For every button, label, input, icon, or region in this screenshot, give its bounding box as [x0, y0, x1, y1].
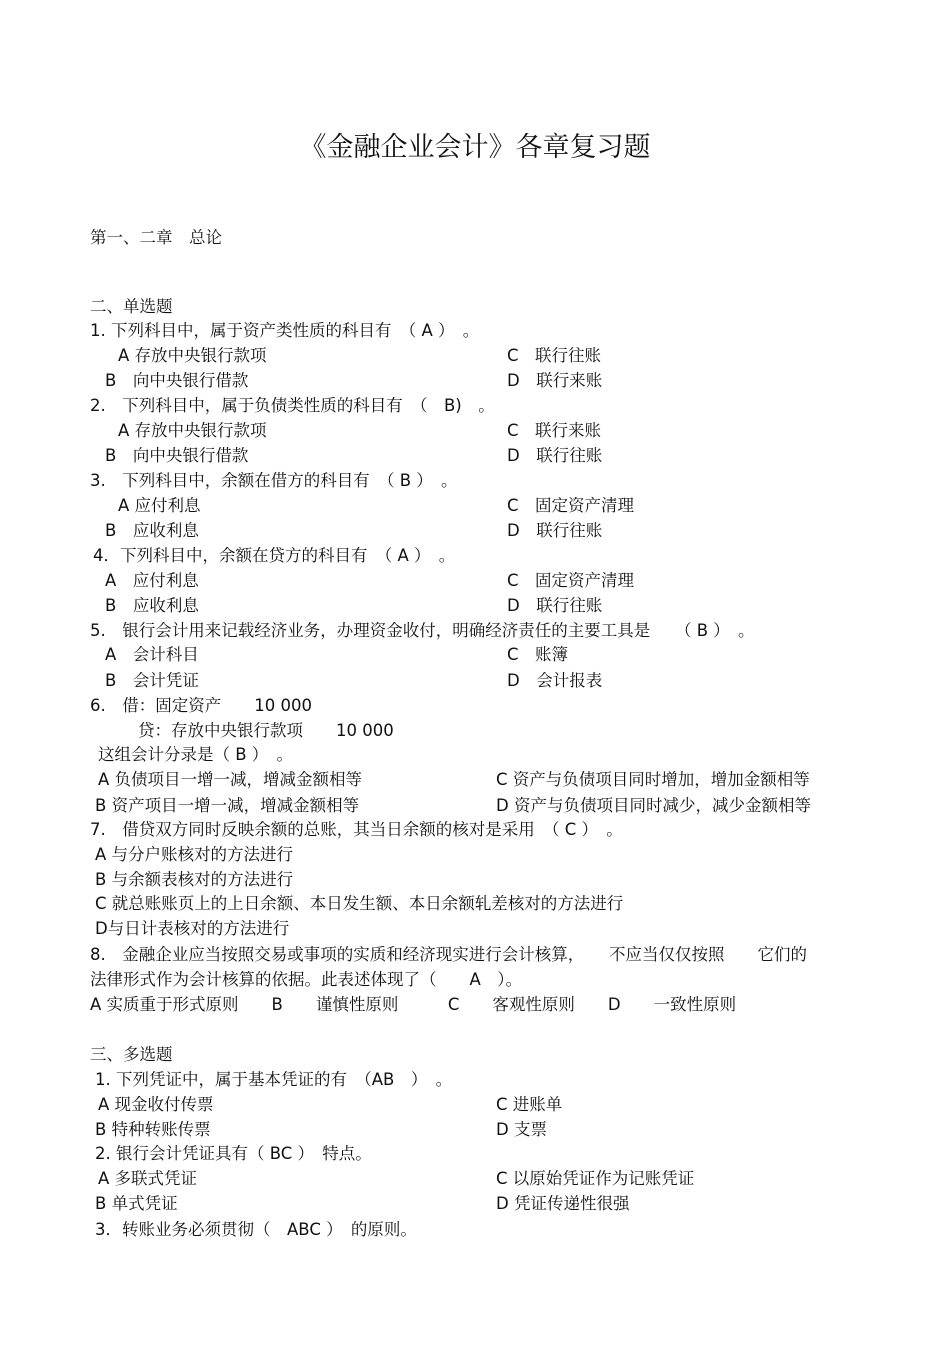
- question-text: 2. 银行会计凭证具有（ BC ） 特点。: [95, 1144, 372, 1163]
- option: C 固定资产清理: [507, 496, 635, 515]
- option: D 联行往账: [507, 446, 603, 465]
- option: A 会计科目: [105, 645, 199, 664]
- option: A 实质重于形式原则 B 谨慎性原则 C 客观性原则 D 一致性原则: [90, 995, 737, 1014]
- option: A 存放中央银行款项: [118, 421, 267, 440]
- question-text: 6. 借：固定资产 10 000: [90, 696, 312, 715]
- section-heading-multiple-choice: 三、多选题: [90, 1045, 173, 1064]
- option: A 应付利息: [118, 496, 201, 515]
- option: D 凭证传递性很强: [496, 1194, 630, 1213]
- question-text: 2. 下列科目中，属于负债类性质的科目有 （ B) 。: [90, 396, 495, 415]
- option: D 资产与负债项目同时减少，减少金额相等: [496, 796, 811, 815]
- question-text: 7. 借贷双方同时反映余额的总账，其当日余额的核对是采用 （ C ） 。: [90, 820, 623, 839]
- question-text: 贷：存放中央银行款项 10 000: [138, 721, 394, 740]
- section-heading-single-choice: 二、单选题: [90, 297, 173, 316]
- option: A 负债项目一增一减，增减金额相等: [98, 770, 363, 789]
- option: B 向中央银行借款: [105, 446, 249, 465]
- option: D 支票: [496, 1120, 547, 1139]
- question-text: 5. 银行会计用来记载经济业务，办理资金收付，明确经济责任的主要工具是 （ B ） 。: [90, 621, 755, 640]
- option: A 存放中央银行款项: [118, 346, 267, 365]
- option: C 联行往账: [507, 346, 602, 365]
- option: B 会计凭证: [105, 671, 199, 690]
- option: A 多联式凭证: [98, 1169, 198, 1188]
- question-text: 这组会计分录是（ B ） 。: [98, 745, 294, 764]
- question-text: 3．转账业务必须贯彻（ ABC ） 的原则。: [95, 1220, 417, 1239]
- option: C 进账单: [496, 1095, 563, 1114]
- chapter-heading: 第一、二章 总论: [90, 228, 222, 247]
- option: C 就总账账页上的上日余额、本日发生额、本日余额轧差核对的方法进行: [95, 894, 624, 913]
- option: D 会计报表: [507, 671, 603, 690]
- option: A 应付利息: [105, 571, 199, 590]
- option: B 应收利息: [105, 521, 199, 540]
- document-title: 《金融企业会计》各章复习题: [299, 132, 651, 163]
- question-text: 法律形式作为会计核算的依据。此表述体现了（ A ）。: [90, 970, 523, 989]
- question-text: 4．下列科目中，余额在贷方的科目有 （ A ） 。: [93, 546, 456, 565]
- option: A 与分户账核对的方法进行: [95, 845, 294, 864]
- option: A 现金收付传票: [98, 1095, 214, 1114]
- question-text: 1. 下列凭证中，属于基本凭证的有 （AB ） 。: [95, 1070, 453, 1089]
- option: C 资产与负债项目同时增加，增加金额相等: [496, 770, 810, 789]
- option: D 联行往账: [507, 521, 603, 540]
- option: C 联行来账: [507, 421, 602, 440]
- option: C 以原始凭证作为记账凭证: [496, 1169, 695, 1188]
- option: D 联行来账: [507, 371, 603, 390]
- question-text: 1. 下列科目中，属于资产类性质的科目有 （ A ） 。: [90, 321, 480, 340]
- option: B 与余额表核对的方法进行: [95, 870, 294, 889]
- option: C 固定资产清理: [507, 571, 635, 590]
- option: B 资产项目一增一减，增减金额相等: [95, 796, 360, 815]
- question-text: 8. 金融企业应当按照交易或事项的实质和经济现实进行会计核算， 不应当仅仅按照 它们的: [90, 945, 807, 964]
- option: D 联行往账: [507, 596, 603, 615]
- option: B 单式凭证: [95, 1194, 178, 1213]
- option: B 向中央银行借款: [105, 371, 249, 390]
- option: C 账簿: [507, 645, 569, 664]
- option: B 特种转账传票: [95, 1120, 211, 1139]
- question-text: 3. 下列科目中，余额在借方的科目有 （ B ） 。: [90, 471, 458, 490]
- option: D与日计表核对的方法进行: [95, 919, 290, 938]
- option: B 应收利息: [105, 596, 199, 615]
